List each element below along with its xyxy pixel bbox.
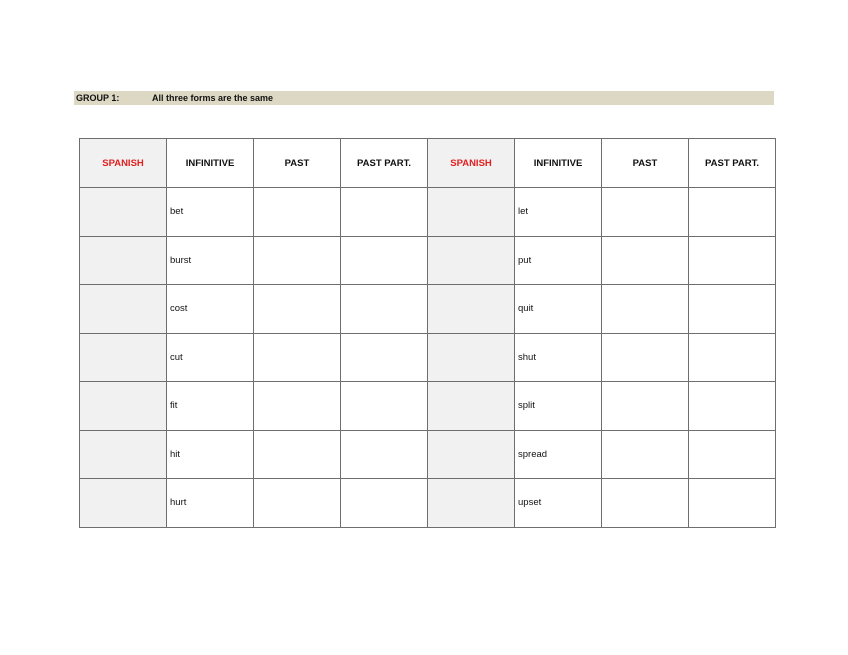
spanish-input-cell[interactable] [80,382,167,431]
past-part-input-cell[interactable] [689,188,776,237]
past-input-cell[interactable] [254,285,341,334]
infinitive-cell: quit [515,285,602,334]
header-infinitive-left: INFINITIVE [167,139,254,188]
spanish-input-cell[interactable] [80,479,167,528]
header-past-right: PAST [602,139,689,188]
past-input-cell[interactable] [254,188,341,237]
past-part-input-cell[interactable] [689,236,776,285]
spanish-input-cell[interactable] [80,430,167,479]
infinitive-cell: hit [167,430,254,479]
past-part-input-cell[interactable] [341,382,428,431]
infinitive-cell: burst [167,236,254,285]
past-part-input-cell[interactable] [689,333,776,382]
past-input-cell[interactable] [602,236,689,285]
past-input-cell[interactable] [254,479,341,528]
past-input-cell[interactable] [602,430,689,479]
group-label: GROUP 1: [76,93,120,103]
spanish-input-cell[interactable] [80,285,167,334]
past-input-cell[interactable] [602,333,689,382]
header-spanish-left: SPANISH [80,139,167,188]
table-row [80,479,776,528]
past-part-input-cell[interactable] [341,188,428,237]
past-input-cell[interactable] [254,236,341,285]
past-part-input-cell[interactable] [341,285,428,334]
header-past-part-left: PAST PART. [341,139,428,188]
past-part-input-cell[interactable] [689,285,776,334]
past-part-input-cell[interactable] [689,479,776,528]
spanish-input-cell[interactable] [80,188,167,237]
past-input-cell[interactable] [602,285,689,334]
spanish-input-cell[interactable] [428,188,515,237]
table-row [80,382,776,431]
spanish-input-cell[interactable] [428,285,515,334]
infinitive-cell: bet [167,188,254,237]
header-spanish-right: SPANISH [428,139,515,188]
table-row [80,285,776,334]
spanish-input-cell[interactable] [428,333,515,382]
infinitive-cell: let [515,188,602,237]
group-header-bar [74,91,774,105]
infinitive-cell: hurt [167,479,254,528]
infinitive-cell: cut [167,333,254,382]
infinitive-cell: put [515,236,602,285]
past-input-cell[interactable] [254,382,341,431]
infinitive-cell: shut [515,333,602,382]
header-infinitive-right: INFINITIVE [515,139,602,188]
header-past-left: PAST [254,139,341,188]
past-part-input-cell[interactable] [689,382,776,431]
past-part-input-cell[interactable] [341,479,428,528]
past-part-input-cell[interactable] [341,236,428,285]
header-past-part-right: PAST PART. [689,139,776,188]
table-row [80,430,776,479]
infinitive-cell: cost [167,285,254,334]
spanish-input-cell[interactable] [428,382,515,431]
past-part-input-cell[interactable] [341,333,428,382]
spanish-input-cell[interactable] [80,333,167,382]
past-input-cell[interactable] [254,430,341,479]
past-input-cell[interactable] [602,479,689,528]
table-row [80,188,776,237]
spanish-input-cell[interactable] [428,479,515,528]
spanish-input-cell[interactable] [428,236,515,285]
past-input-cell[interactable] [602,188,689,237]
infinitive-cell: split [515,382,602,431]
group-description: All three forms are the same [152,93,274,103]
table-row [80,333,776,382]
infinitive-cell: fit [167,382,254,431]
table-row [80,236,776,285]
infinitive-cell: upset [515,479,602,528]
spanish-input-cell[interactable] [428,430,515,479]
past-part-input-cell[interactable] [689,430,776,479]
infinitive-cell: spread [515,430,602,479]
table-header-row [80,139,776,188]
spanish-input-cell[interactable] [80,236,167,285]
past-input-cell[interactable] [254,333,341,382]
verb-table [79,138,776,528]
past-part-input-cell[interactable] [341,430,428,479]
past-input-cell[interactable] [602,382,689,431]
